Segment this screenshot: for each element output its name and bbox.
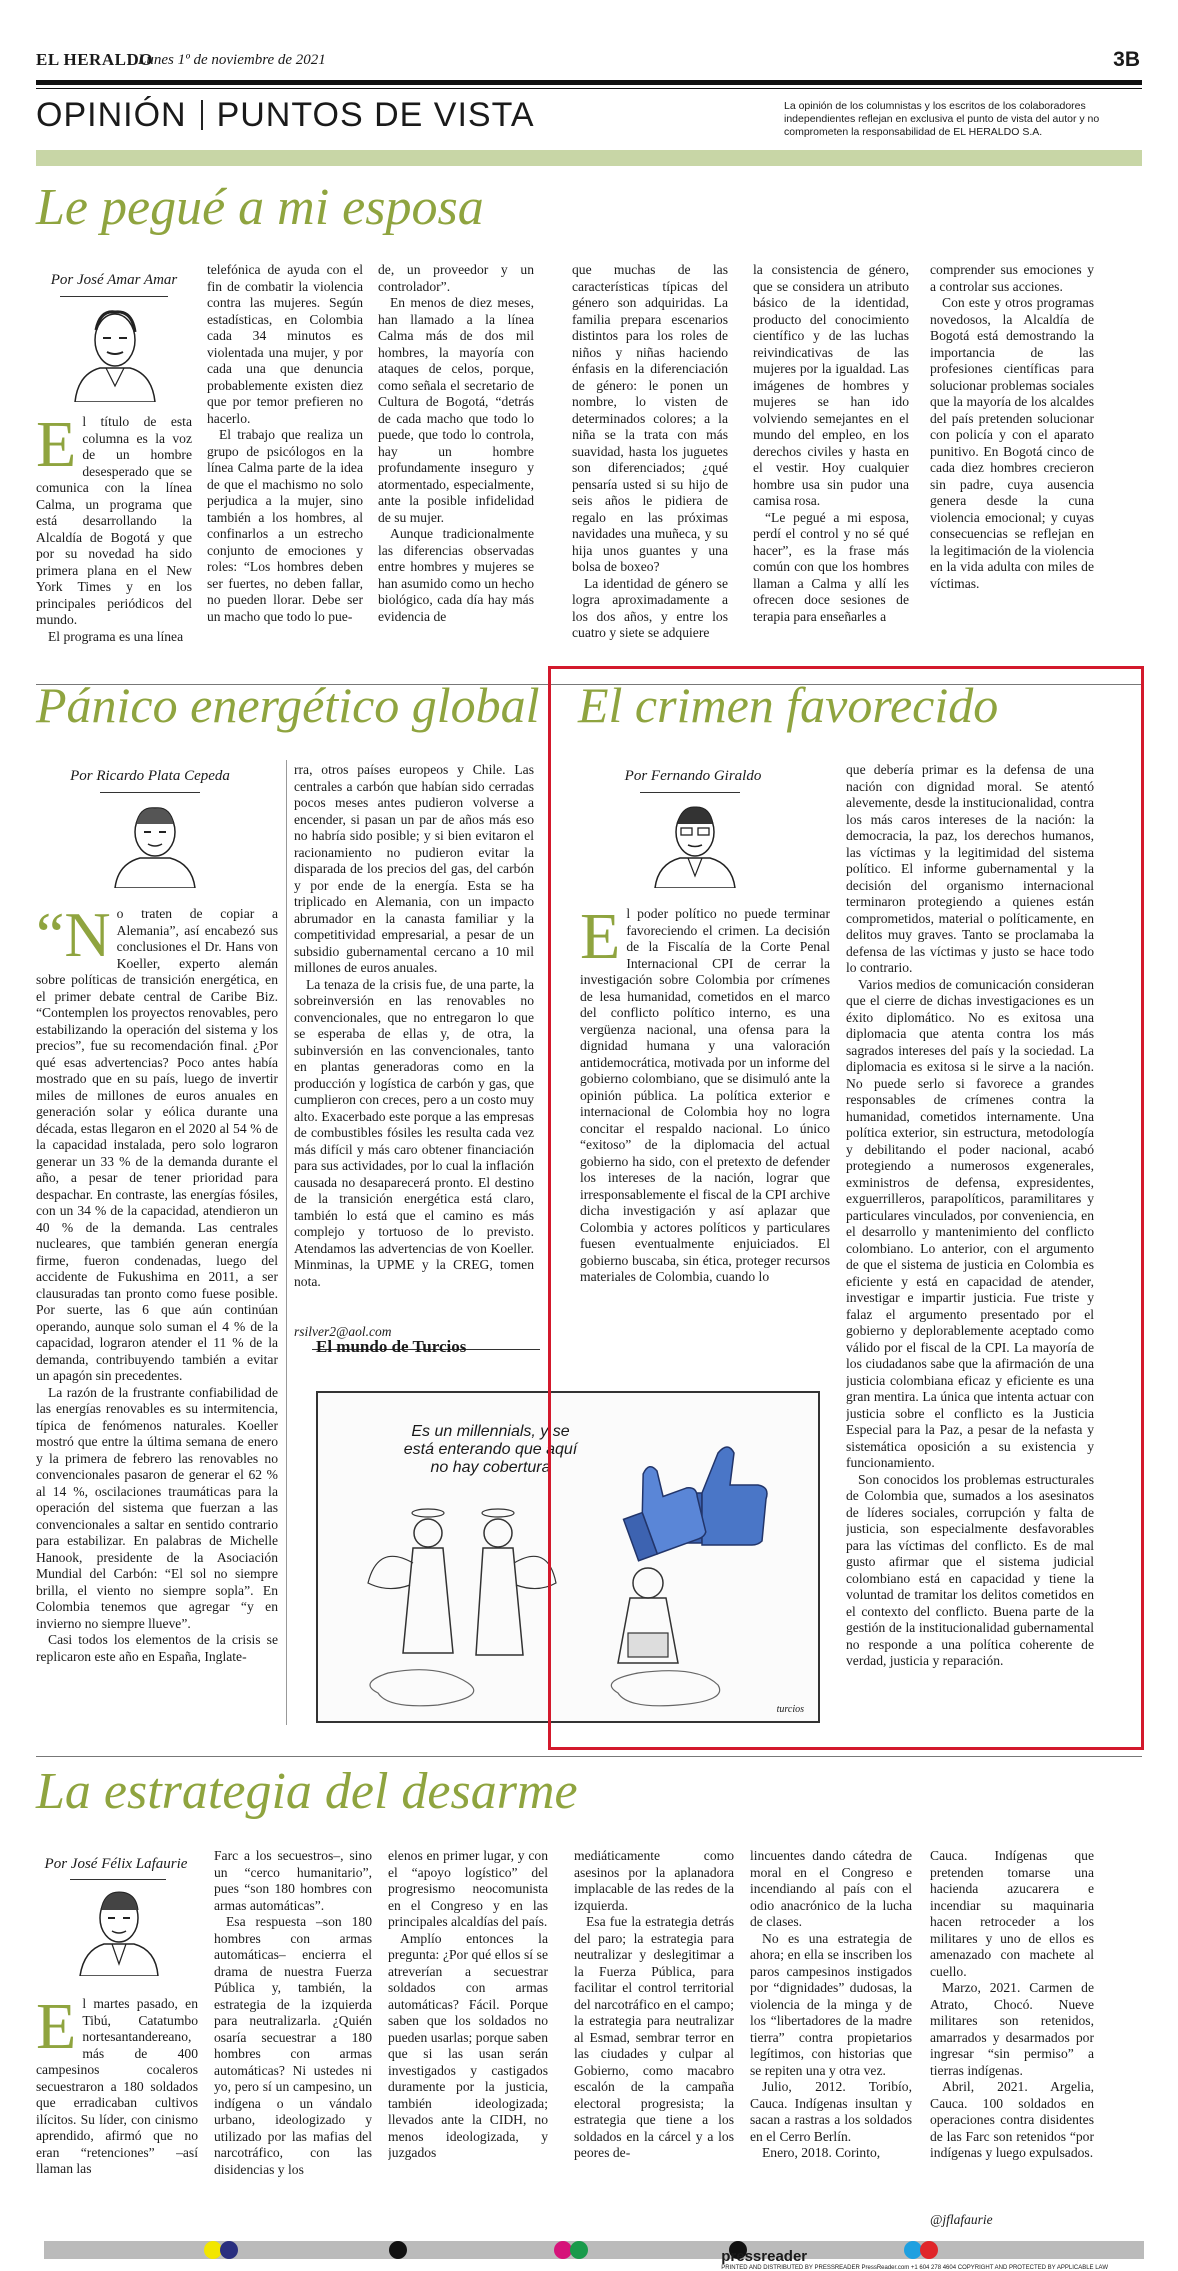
- cartoon-signature: turcios: [776, 1704, 804, 1715]
- cartoon-title: El mundo de Turcios: [316, 1337, 467, 1356]
- dropcap: “N: [36, 906, 111, 970]
- byline-esposa: Por José Amar Amar: [50, 272, 178, 288]
- headline-esposa: Le pegué a mi esposa: [36, 179, 484, 236]
- dropcap: E: [36, 1996, 77, 2063]
- paragraph: Farc a los secuestros–, sino un “cerco humanitario”, pues “son 180 hombres con armas automáticas”.: [214, 1848, 372, 1913]
- article-esposa-col-5: [753, 262, 909, 674]
- article-esposa-col-4: [572, 262, 728, 674]
- article-desarme-col-3: [388, 1848, 548, 2231]
- headline-desarme: La estrategia del desarme: [36, 1763, 578, 1820]
- paragraph: Julio, 2012. Toribío, Cauca. Indígenas insultan y sacan a rastras a los soldados en el Cerro Berlín.: [750, 2079, 912, 2144]
- paragraph: l título de esta columna es la voz de un hombre desesperado que se comunica con la línea Calma, un programa que está desarrollando la Alcaldía de Bogotá y que por su novedad ha sido primera plana en el New York Times y en los principales periódicos del mundo.: [36, 414, 192, 627]
- byline-crimen: Por Fernando Giraldo: [624, 768, 762, 784]
- paragraph: El trabajo que realiza un grupo de psicólogos en la línea Calma parte de la idea de que el machismo no solo perjudica a la mujer, sino también a los hombres, al confinarlos a un estrecho conjunto de emociones y roles: “Los hombres deben ser fuertes, no deben fallar, no pueden llorar. Debe ser un macho que todo lo pue-: [207, 427, 363, 624]
- cartoon-speech: Es un millennials, y se está enterando que aquí no hay cobertura: [403, 1423, 578, 1476]
- paragraph: La tenaza de la crisis fue, de una parte, la sobreinversión en las renovables no convencionales, que no entregaron lo que se esperaba de ellas y, de otra, la subinversión en las convencionales, tanto en plantas generadoras como en la producción y logística de carbón y gas, que cumplieron con creces, pero a un costo muy alto. Exacerbado este porque a las empresas de combustibles fósiles les resulta cada vez más difícil y más caro obtener financiación para sus actividades, por lo cual la inflación causada no desaparecerá pronto. El destino de la transición energética está claro, también lo está que el camino es más complejo y tortuoso de lo previsto. Atendamos las advertencias de von Koeller. Minminas, la UPME y la CREG, tomen nota.: [294, 976, 534, 1289]
- issue-date: Lunes 1º de noviembre de 2021: [138, 52, 326, 68]
- byline-rule: [70, 1879, 166, 1880]
- pressreader-logo[interactable]: [721, 2248, 1108, 2271]
- byline-panico: Por Ricardo Plata Cepeda: [70, 768, 230, 784]
- article-crimen-col-1: [580, 906, 830, 1411]
- desarme-signature: @jflafaurie: [930, 2212, 993, 2227]
- article-esposa-col-2: [207, 262, 363, 674]
- registration-dot-navy: [220, 2241, 238, 2259]
- paragraph: “Le pegué a mi esposa, perdí el control y no sé qué hacer”, es la frase más común con que los hombres llaman a Calma y allí les ofrecen doce sesiones de terapia para enseñarles a: [753, 509, 909, 624]
- article-divider: [36, 1756, 1142, 1757]
- paragraph: Cauca. Indígenas que pretenden tomarse una hacienda azucarera e incendiar su maquinaria hacen retroceder a los militares y uno de ellos es amenazado con machete al cuello.: [930, 1848, 1094, 1979]
- paragraph: Casi todos los elementos de la crisis se replicaron este año en España, Inglate-: [36, 1632, 278, 1664]
- section-title-separator: [201, 100, 203, 130]
- article-desarme-col-1: [36, 1996, 198, 2231]
- paragraph: En menos de diez meses, han llamado a la línea Calma más de dos mil hombres, la mayoría con ataques de celos, porque, como señala el secretario de Cultura de Bogotá, “detrás de cada macho que todo lo puede, que todo lo controla, hay un hombre profundamente inseguro y atormentado, especialmente, ante la posible infidelidad de su mujer.: [378, 295, 534, 525]
- author-portrait-lafaurie: [76, 1884, 162, 1976]
- dropcap: E: [36, 414, 77, 481]
- paragraph: de, un proveedor y un controlador”.: [378, 262, 534, 294]
- page-number: 3B: [1113, 48, 1140, 71]
- masthead-rule-thin: [36, 88, 1142, 89]
- registration-dot-green: [570, 2241, 588, 2259]
- paragraph: la consistencia de género, que se considera un atributo básico de la identidad, producto del conocimiento científico y de las luchas reivindicativas de las mujeres por la igualdad. Las imágenes de hombres y mujeres se han ido volviendo semejantes en el mundo del empleo, en los derechos civiles y hasta en el vestir. Hoy cualquier hombre usa sin pudor una camisa rosa.: [753, 262, 909, 508]
- paragraph: elenos en primer lugar, y con el “apoyo logístico” del progresismo neocomunista en el Congreso y en las principales alcaldías del país.: [388, 1848, 548, 1929]
- paragraph: lincuentes dando cátedra de moral en el Congreso e incendiando al país con el odio anacrónico de la lucha de clases.: [750, 1848, 912, 1929]
- paragraph: Esa fue la estrategia detrás del paro; la estrategia para neutralizar y deslegitimar a la Fuerza Pública, para facilitar el control territorial del narcotráfico en el campo; la estrategia para neutralizar al Esmad, sembrar terror en las ciudades y culpar al Gobierno, como macabro escalón de la campaña electoral progresista; la estrategia que tiene a los soldados en la cárcel y a los peores de-: [574, 1914, 734, 2160]
- dropcap: E: [580, 906, 621, 973]
- headline-crimen: El crimen favorecido: [578, 677, 999, 733]
- paragraph: El programa es una línea: [48, 628, 184, 644]
- registration-dot-black: [389, 2241, 407, 2259]
- section-title-right: PUNTOS DE VISTA: [216, 96, 535, 134]
- article-desarme-col-5: [750, 1848, 912, 2231]
- pressreader-small-print: PRINTED AND DISTRIBUTED BY PRESSREADER PressReader.com +1 604 278 4604 COPYRIGHT AND PROTECTED BY APPLICABLE LAW: [721, 2265, 1108, 2271]
- author-portrait-giraldo: [650, 798, 740, 888]
- article-crimen-col-2: [846, 762, 1094, 1726]
- paragraph: Con este y otros programas novedosos, la Alcaldía de Bogotá está demostrando la importancia de las profesiones científicas para solucionar problemas sociales que la mayoría de los alcaldes del país pretenden solucionar con policía y con el aparato punitivo. En Bogotá cinco de cada diez hombres crecieron sin padre, cuya ausencia genera desde la cuna violencia emocional; y cuyas consecuencias se reflejan en la legitimación de la violencia en la vida adulta con miles de víctimas.: [930, 295, 1094, 591]
- paragraph: que debería primar es la defensa de una nación con dignidad moral. Se atentó alevemente, desde la institucionalidad, contra los más caros intereses de la nación: la democracia, la paz, los derechos humanos, las víctimas y la legitimidad del sistema político. El informe gubernamental y la decisión del organismo internacional terminaron protegiendo a quienes están comprometidos, material o políticamente, en delitos muy graves. Tanto se proclamaba la defensa de las víctimas y justo se hace todo lo contrario.: [846, 762, 1094, 975]
- paragraph: Varios medios de comunicación consideran que el cierre de dichas investigaciones es un éxito diplomático. No es exitosa una diplomacia que atenta contra los más sagrados intereses del país y la sociedad. La diplomacia es exitosa si le sirve a la nación. No puede serlo si favorece a grandes responsables de crímenes contra la humanidad, cometidos internamente. Una política exterior, sin estructura, metodología y debilitando el poder nacional, acabó protegiendo a numerosos exgenerales, exministros de defensa, expresidentes, exguerrilleros, parapolíticos, paramilitares y particulares vinculados, por conveniencia, en el desarrollo y mantenimiento del conflicto colombiano. Lo anterior, con el argumento de que el sistema de justicia en Colombia es eficiente y está en capacidad de atender, investigar e impartir justicia. Fue triste y falaz el argumento presentado por el gobierno y deplorablemente aceptado como válido por el fiscal de la CPI. La mayoría de los ciudadanos sabe que la afirmación de una justicia colombiana eficaz y eficiente es una gran mentira. La única que intenta actuar con justicia sobre el conflicto es la Justicia Especial para la Paz, a pesar de la nefasta y sistemática oposición a su existencia y funcionamiento.: [846, 976, 1094, 1470]
- paragraph: telefónica de ayuda con el fin de combatir la violencia contra las mujeres. Según estadísticas, en Colombia cada 34 minutos es violentada una mujer, y por cada una que denuncia probablemente existen diez que por temor prefieren no hacerlo.: [207, 262, 363, 426]
- paragraph: que muchas de las características típicas del género son adquiridas. La familia prepara escenarios distintos para los roles de niños y niñas haciendo énfasis en la diferenciación de género: le ponen un nombre, lo visten de determinados colores; a la niña se la trata con más suavidad, hasta los juguetes son diferenciados; ¿qué pensaría usted si su hijo de seis años le pidiera de regalo en las próximas navidades una muñeca, y su hija unos guantes y una bolsa de boxeo?: [572, 262, 728, 574]
- article-esposa-col-1: [36, 414, 192, 674]
- article-esposa-col-3: [378, 262, 534, 674]
- paragraph: La identidad de género se logra aproximadamente a los dos años, y entre los cuatro y siete se adquiere: [572, 575, 728, 640]
- paragraph: Enero, 2018. Corinto,: [762, 2145, 881, 2160]
- paragraph: Marzo, 2021. Carmen de Atrato, Chocó. Nueve militares son retenidos, amarrados y desarmados por ingresar “sin permiso” a tierras indígenas.: [930, 1980, 1094, 2078]
- article-panico-col-1: [36, 906, 278, 1726]
- paragraph: La razón de la frustrante confiabilidad de las energías renovables es su intermitencia, típica de fenómenos naturales. Koeller mostró que entre la última semana de enero y la primera de febrero las renovables no convencionales pasaron de generar el 62 % al 14 %, oscilaciones traumáticas para la operación del sistema que fuerzan a las convencionales a saltar en sentido contrario para estabilizar. En palabras de Michelle Hanook, presidente de la Asociación Mundial del Carbón: “El sol no siempre brilla, el viento no siempre sopla”. En Colombia tenemos que agregar “y en invierno no siempre llueve”.: [36, 1384, 278, 1631]
- article-desarme-col-4: [574, 1848, 734, 2231]
- paragraph: Abril, 2021. Argelia, Cauca. 100 soldados en operaciones contra disidentes de las Farc son retenidos “por indígenas y luego expulsados.: [930, 2079, 1094, 2160]
- paragraph: Amplío entonces la pregunta: ¿Por qué ellos sí se atreverían a secuestrar soldados con armas automáticas? Fácil. Porque saben que los soldados no pueden usarlas; porque saben que si las usan serán investigados y castigados duramente por la justicia, también ideologizada; llevados ante la CIDH, no menos ideologizada, y juzgados: [388, 1930, 548, 2160]
- article-panico-col-2: [294, 762, 534, 1324]
- paragraph: Aunque tradicionalmente las diferencias observadas entre hombres y mujeres se han asumido como un hecho biológico, cada día hay más evidencia de: [378, 526, 534, 624]
- paragraph: o traten de copiar a Alemania”, así encabezó sus conclusiones el Dr. Hans von Koeller, experto alemán sobre políticas de transición energética, en el primer debate central de Caribe Biz. “Contemplen los proyectos renovables, pero estabilizando la operación del sistema y los precios”, fue su recomendación final. ¿Por qué esas advertencias? Poco antes había mostrado que en su país, luego de invertir miles de millones de euros anuales en generación solar y eólica durante una década, estas llegaron en el 2020 al 54 % de la capacidad instalada, pero solo lograron generar un 33 % de la demanda durante el año, a pesar de tener prioridad para despachar. En contraste, las energías fósiles, con un 34 % de la capacidad, atendieron un 40 % de la demanda. Las centrales nucleares, que también generan energía firme, fueron condenadas, luego del accidente de Fukushima en 2011, a ser clausuradas tan pronto como fuese posible. Por suerte, las 6 que aún continúan operando, aunque solo suman el 4 % de la capacidad, lograron atender el 11 % de la demanda, contribuyendo también a evitar un apagón sin precedentes.: [36, 906, 278, 1383]
- column-divider: [286, 760, 287, 1725]
- paragraph: rra, otros países europeos y Chile. Las centrales a carbón que habían sido cerradas pocos meses antes pudieron volverse a encender, si pasan un par de años más eso no habría sido posible; y si bien evitaron el racionamiento no pudieron evitar la disparada de los precios del gas, del carbón y por ende de la energía. Esta se ha triplicado en Alemania, con un impacto abrumador en la canasta familiar y la competitividad empresarial, a pesar de un subsidio gubernamental cercano a 10 mil millones de euros anuales.: [294, 762, 534, 975]
- paragraph: l poder político no puede terminar favoreciendo el crimen. La decisión de la Fiscalía de la Corte Penal Internacional CPI de cerrar la investigación sobre Colombia por crímenes de lesa humanidad, cometidos en el marco del conflicto político interno, es una vergüenza nacional, una ofensa para la dignidad humana y una valoración antidemocrática, motivada por un informe del gobierno colombiano, que se disimuló ante la opinión pública. La política exterior e internacional de Colombia hoy no logra concitar el respaldo nacional. Lo único “exitoso” de la diplomacia del actual gobierno ha sido, con el pretexto de defender los intereses de la nación, lograr que irresponsablemente el fiscal de la CPI archive dicha investigación y así aplazar que Colombia y actores políticos y particulares fuesen eventualmente enjuiciados. El gobierno buscaba, sin ética, proteger recursos materiales de Colombia, cuando lo: [580, 906, 830, 1284]
- paragraph: l martes pasado, en Tibú, Catatumbo nortesantandereano, más de 400 campesinos cocaleros secuestraron a 180 soldados que erradicaban cultivos ilícitos. Su líder, con cinismo aprendido, afirmó que no eran “retenciones” –así llaman las: [36, 1996, 198, 2176]
- article-desarme-col-2: [214, 1848, 372, 2231]
- panico-signature: rsilver2@aol.com: [294, 1324, 392, 1339]
- headline-panico: Pánico energético global: [36, 677, 540, 733]
- masthead-rule: [36, 80, 1142, 85]
- section-color-band: [36, 150, 1142, 166]
- section-title: [36, 96, 535, 135]
- pressreader-label: pressreader: [721, 2248, 808, 2265]
- paragraph: Esa respuesta –son 180 hombres con armas automáticas– encierra el drama de nuestra Fuerza Pública y, también, la estrategia de la izquierda para neutralizarla. ¿Quién osaría secuestrar a 180 hombres con armas automáticas? Ni ustedes ni yo, pero sí un campesino, un indígena o un vándalo urbano, ideologizado y utilizado por las mafias del narcotráfico, con las disidencias y los: [214, 1914, 372, 2177]
- paragraph: comprender sus emociones y a controlar sus acciones.: [930, 262, 1094, 294]
- newspaper-name: EL HERALDO: [36, 50, 153, 69]
- byline-rule: [640, 792, 740, 793]
- byline-rule: [60, 296, 168, 297]
- article-desarme-col-6: [930, 1848, 1094, 2210]
- author-portrait-amar: [70, 302, 160, 402]
- editorial-disclaimer: La opinión de los columnistas y los escritos de los colaboradores independientes reflejan en exclusiva el punto de vista del autor y no comprometen la responsabilidad de EL HERALDO S.A.: [784, 100, 1100, 138]
- paragraph: mediáticamente como asesinos por la aplanadora implacable de las redes de la izquierda.: [574, 1848, 734, 1913]
- byline-desarme: Por José Félix Lafaurie: [44, 1856, 188, 1872]
- byline-rule: [100, 792, 200, 793]
- paragraph: Son conocidos los problemas estructurales de Colombia que, sumados a los asesinatos de líderes sociales, corrupción y falta de justicia, son especialmente desfavorables para las víctimas del conflicto. Es de mal gusto afirmar que el sistema judicial colombiano está en capacidad y tiene la voluntad de tramitar los delitos cometidos en el contexto del conflicto. Buena parte de la gestión de la institucionalidad gubernamental no responde a una política coherente de verdad, justicia y reparación.: [846, 1471, 1094, 1668]
- author-portrait-plata: [110, 798, 200, 888]
- article-esposa-col-6: [930, 262, 1094, 674]
- paragraph: No es una estrategia de ahora; en ella se inscriben los paros campesinos instigados por “dignidades” dudosas, la violencia de la minga y de los “libertadores de la madre tierra” contra propietarios legítimos, con historias que se repiten una y otra vez.: [750, 1930, 912, 2078]
- section-title-left: OPINIÓN: [36, 96, 187, 134]
